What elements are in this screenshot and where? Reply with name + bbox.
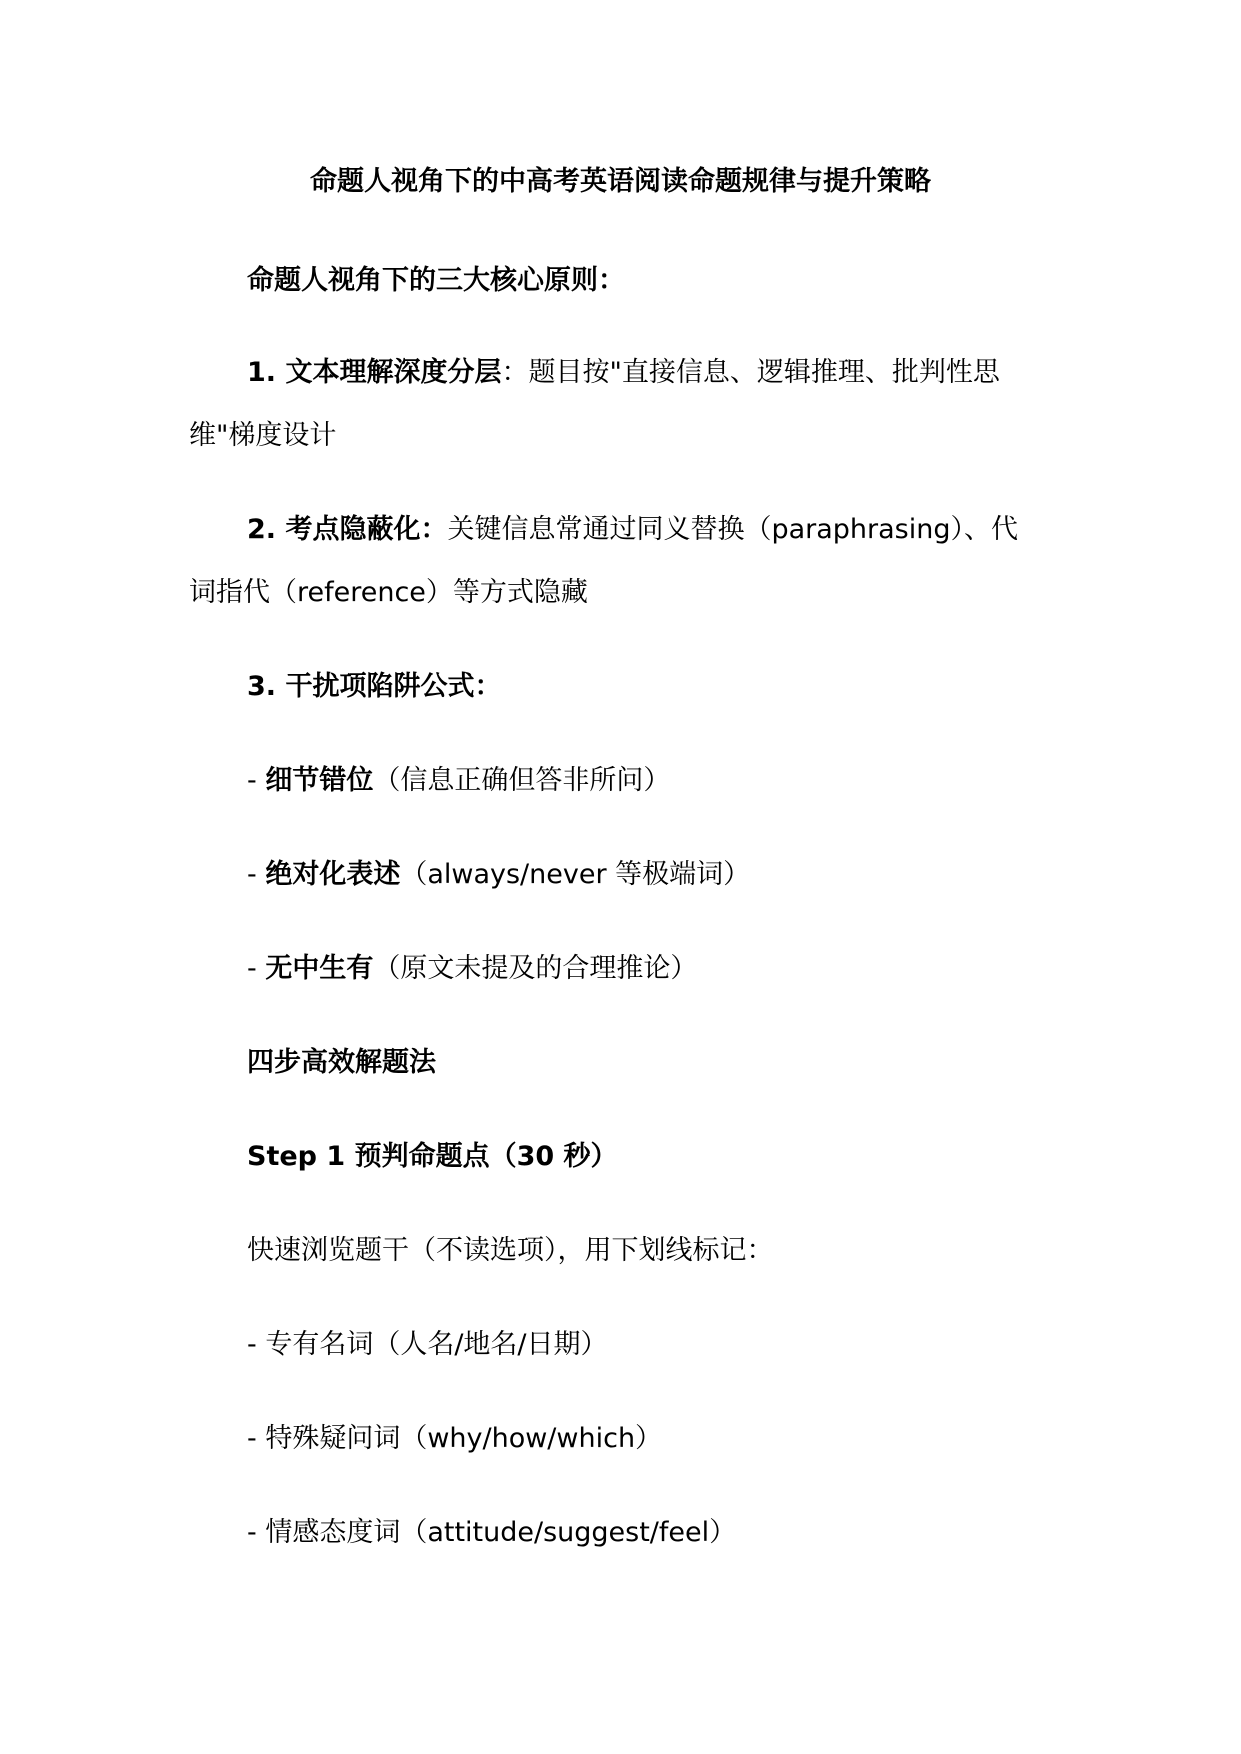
- step-1-label: Step 1 预判命题点（30 秒）: [247, 1141, 618, 1172]
- trap-label: 无中生有: [265, 953, 374, 984]
- list-dash: -: [247, 765, 266, 796]
- principle-2-line-1: [247, 512, 1018, 548]
- list-dash: -: [247, 859, 266, 890]
- step-1-intro: 快速浏览题干（不读选项），用下划线标记：: [247, 1235, 774, 1266]
- method-heading: 四步高效解题法: [247, 1047, 436, 1078]
- trap-item: [247, 763, 670, 799]
- document-title: 命题人视角下的中高考英语阅读命题规律与提升策略: [310, 166, 931, 197]
- trap-label: 细节错位: [265, 765, 374, 796]
- trap-item: [247, 951, 697, 987]
- principle-1-text: ：题目按"直接信息、逻辑推理、批判性思: [501, 357, 1000, 388]
- principle-1-line-1: [247, 355, 1000, 391]
- list-item: - 特殊疑问词（why/how/which）: [247, 1423, 663, 1454]
- list-item: - 专有名词（人名/地名/日期）: [247, 1329, 608, 1360]
- trap-item: [247, 857, 750, 893]
- trap-text: （always/never 等极端词）: [400, 859, 751, 890]
- principle-2-text: 关键信息常通过同义替换（paraphrasing）、代: [447, 514, 1018, 545]
- list-item: - 情感态度词（attitude/suggest/feel）: [247, 1517, 737, 1548]
- trap-label: 绝对化表述: [265, 859, 401, 890]
- principle-2-line-2: 词指代（reference）等方式隐藏: [189, 577, 588, 608]
- principles-heading: 命题人视角下的三大核心原则：: [247, 265, 625, 296]
- principle-2-label: 2. 考点隐蔽化：: [247, 514, 448, 545]
- principle-3-label: 3. 干扰项陷阱公式：: [247, 671, 502, 702]
- trap-text: （信息正确但答非所问）: [373, 765, 671, 796]
- principle-1-line-2: 维"梯度设计: [189, 420, 337, 451]
- principle-1-label: 1. 文本理解深度分层: [247, 357, 502, 388]
- trap-text: （原文未提及的合理推论）: [373, 953, 698, 984]
- list-dash: -: [247, 953, 266, 984]
